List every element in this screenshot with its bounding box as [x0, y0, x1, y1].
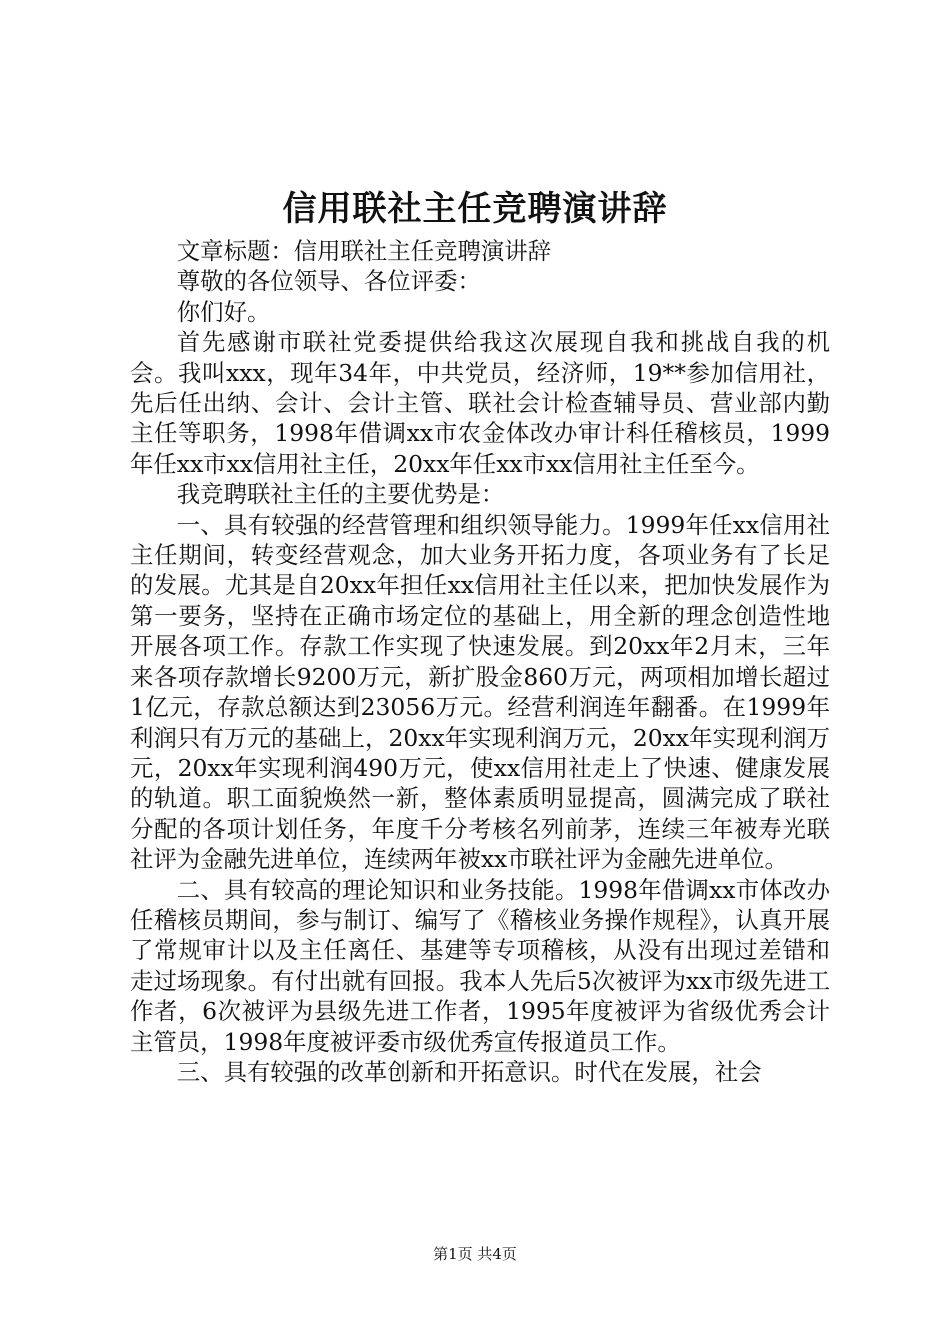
paragraph-advantage-one: 一、具有较强的经营管理和组织领导能力。1999年任xx信用社主任期间，转变经营观念，加大业务开拓力度，各项业务有了长足的发展。尤其是自20xx年担任xx信用社主任以来，把加快发展作为第一要务，坚持在正确市场定位的基础上，用全新的理念创造性地开展各项工作。存款工作实现了快速发展。到20xx年2月末，三年来各项存款增长9200万元，新扩股金860万元，两项相加增长超过1亿元，存款总额达到23056万元。经营利润连年翻番。在1999年利润只有万元的基础上，20xx年实现利润万元，20xx年实现利润万元，20xx年实现利润490万元，使xx信用社走上了快速、健康发展的轨道。职工面貌焕然一新，整体素质明显提高，圆满完成了联社分配的各项计划任务，年度千分考核名列前茅，连续三年被寿光联社评为金融先进单位，连续两年被xx市联社评为金融先进单位。	[130, 510, 830, 874]
paragraph-greeting: 你们好。	[176, 297, 271, 326]
paragraph-advantage-three: 三、具有较强的改革创新和开拓意识。时代在发展，社会	[176, 1057, 762, 1086]
document-title: 信用联社主任竞聘演讲辞	[282, 189, 668, 229]
paragraph-introduction: 首先感谢市联社党委提供给我这次展现自我和挑战自我的机会。我叫xxx，现年34年，中共党员，经济师，19**参加信用社，先后任出纳、会计、会计主管、联社会计检查辅导员、营业部内勤主任等职务，1998年借调xx市农金体改办审计科任稽核员，1999年任xx市xx信用社主任，20xx年任xx市xx信用社主任至今。	[130, 328, 830, 478]
paragraph-article-title: 文章标题：信用联社主任竞聘演讲辞	[176, 237, 552, 265]
paragraph-salutation: 尊敬的各位领导、各位评委：	[176, 267, 481, 296]
paragraph-advantages-lead: 我竞聘联社主任的主要优势是：	[176, 480, 505, 509]
paragraph-advantage-two: 二、具有较高的理论知识和业务技能。1998年借调xx市体改办任稽核员期间，参与制订、编写了《稽核业务操作规程》，认真开展了常规审计以及主任离任、基建等专项稽核，从没有出现过差错和走过场现象。有付出就有回报。我本人先后5次被评为xx市级先进工作者，6次被评为县级先进工作者，1995年度被评为省级优秀会计主管员，1998年度被评委市级优秀宣传报道员工作。	[130, 875, 830, 1056]
document-body	[130, 236, 830, 1087]
page-number-footer: 第1页 共4页	[433, 1245, 517, 1263]
